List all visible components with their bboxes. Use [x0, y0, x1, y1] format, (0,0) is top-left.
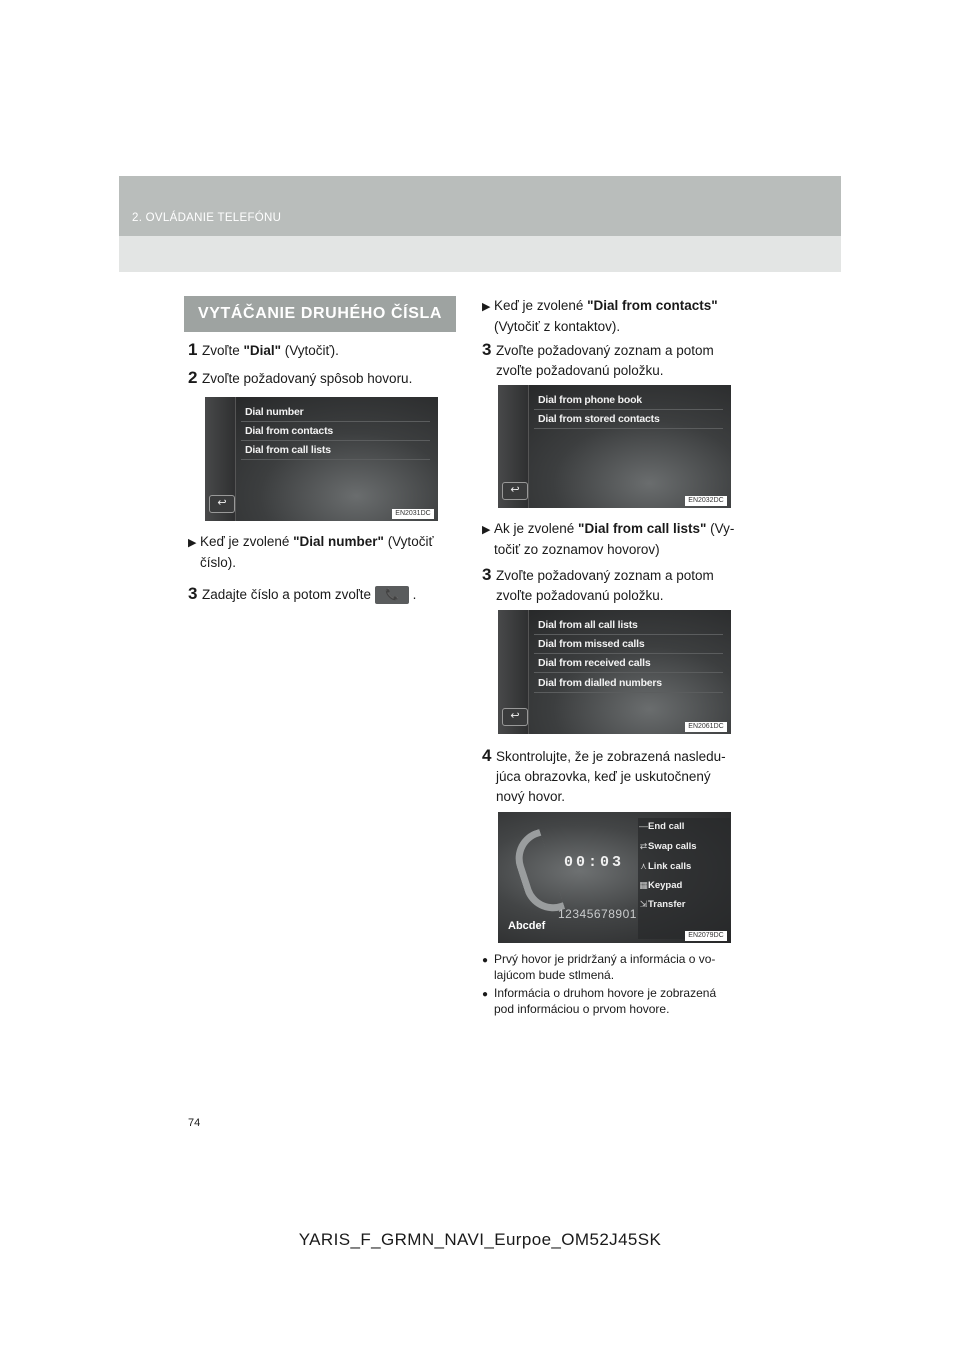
back-icon: ↩ [502, 708, 528, 726]
note-text: Ak je zvolené [494, 521, 579, 536]
bullet-1 [482, 952, 754, 983]
bullet-icon: ● [482, 989, 489, 1000]
step-2 [188, 368, 412, 389]
chapter-title: 2. OVLÁDANIE TELEFÓNU [132, 212, 282, 224]
page-number: 74 [188, 1117, 201, 1129]
menu-item: Dial from phone book [538, 394, 642, 406]
swap-icon: ⇄ [639, 841, 648, 851]
menu-item: Dial from received calls [538, 657, 651, 669]
figure-code: EN2079DC [685, 931, 727, 941]
call-menu-item: Swap calls [648, 841, 697, 852]
figure-code: EN2032DC [685, 496, 727, 506]
caller-number: 12345678901 [558, 907, 637, 921]
menu-item: Dial from call lists [245, 444, 331, 456]
keypad-icon: ▦ [639, 880, 648, 890]
step-1 [188, 340, 339, 361]
arrow-icon: ▶ [482, 524, 491, 536]
note-text: Keď je zvolené [200, 534, 294, 549]
call-timer: 00:03 [564, 854, 625, 871]
footer-doc-id: YARIS_F_GRMN_NAVI_Eurpoe_OM52J45SK [298, 1230, 662, 1249]
note-bold: "Dial from contacts" [587, 298, 718, 313]
step-text-after: . [412, 587, 417, 602]
bullet-2 [482, 986, 754, 1017]
step-3b [482, 565, 752, 606]
note-bold: "Dial from call lists" [578, 521, 707, 536]
note-text-after: (Vytočiť [383, 534, 434, 549]
back-icon: ↩ [209, 495, 235, 513]
call-menu-item: End call [648, 821, 685, 832]
step-3 [188, 584, 416, 605]
step-text: Zvoľte požadovaný zoznam a potom [496, 343, 714, 358]
menu-item: Dial from all call lists [538, 619, 638, 631]
note-dial-contacts [482, 296, 752, 337]
note-line2: točiť zo zoznamov hovorov) [494, 542, 660, 557]
end-call-icon: — [639, 821, 648, 831]
note-text: Keď je zvolené [494, 298, 588, 313]
back-icon: ↩ [502, 482, 528, 500]
menu-item: Dial from contacts [245, 425, 334, 437]
figure-code: EN2061DC [685, 722, 727, 732]
caller-name: Abcdef [508, 920, 546, 932]
note-line2: (Vytočiť z kontaktov). [494, 319, 621, 334]
step-text: Zvoľte požadovaný spôsob hovoru. [202, 371, 413, 386]
step-text: Zadajte číslo a potom zvoľte [202, 587, 372, 602]
note-dial-call-lists [482, 519, 752, 560]
screenshot-contacts [498, 385, 731, 508]
section-title: VYTÁČANIE DRUHÉHO ČÍSLA [184, 296, 456, 332]
call-menu-item: Link calls [648, 861, 692, 872]
figure-code: EN2031DC [392, 509, 434, 519]
step-number: 3 [482, 340, 492, 359]
arrow-icon: ▶ [188, 537, 197, 549]
menu-item: Dial number [245, 406, 304, 418]
bullet-icon: ● [482, 955, 489, 966]
bullet-text: Informácia o druhom hovore je zobrazená [494, 986, 717, 1000]
step-3a [482, 340, 752, 381]
screenshot-dial-method [205, 397, 438, 521]
note-dial-number [188, 532, 458, 573]
step-text: Zvoľte požadovaný zoznam a potom [496, 568, 714, 583]
bullet-text-line2: pod informáciou o prvom hovore. [494, 1002, 670, 1016]
step-text-after: (Vytočiť). [281, 343, 339, 358]
bullet-text: Prvý hovor je pridržaný a informácia o vo- [494, 952, 716, 966]
call-menu-item: Keypad [648, 880, 683, 891]
step-text-line2: júca obrazovka, keď je uskutočnený [496, 769, 711, 784]
step-text-line2: zvoľte požadovanú položku. [496, 363, 664, 378]
arrow-icon: ▶ [482, 301, 491, 313]
step-4 [482, 746, 752, 807]
phone-icon: 📞 [375, 586, 409, 604]
menu-item: Dial from dialled numbers [538, 677, 662, 689]
step-text: Skontrolujte, že je zobrazená nasledu- [496, 749, 726, 764]
header-subband [119, 236, 841, 272]
step-text-line3: nový hovor. [496, 789, 566, 804]
step-text: Zvoľte [202, 343, 244, 358]
note-line2: číslo). [200, 555, 237, 570]
transfer-icon: ⇲ [639, 899, 648, 909]
link-icon: ⋏ [640, 861, 647, 871]
step-bold: "Dial" [243, 343, 282, 358]
step-text-line2: zvoľte požadovanú položku. [496, 588, 664, 603]
bullet-text-line2: lajúcom bude stlmená. [494, 968, 615, 982]
note-text-after: (Vy- [706, 521, 735, 536]
step-number: 3 [188, 584, 198, 603]
menu-item: Dial from missed calls [538, 638, 645, 650]
call-menu [638, 818, 730, 939]
screenshot-call-lists [498, 610, 731, 734]
step-number: 4 [482, 746, 492, 765]
header-band [119, 176, 841, 236]
note-bold: "Dial number" [293, 534, 384, 549]
step-number: 1 [188, 340, 198, 359]
call-menu-item: Transfer [648, 899, 686, 910]
step-number: 2 [188, 368, 198, 387]
menu-item: Dial from stored contacts [538, 413, 660, 425]
screenshot-call-in-progress [498, 812, 731, 943]
step-number: 3 [482, 565, 492, 584]
